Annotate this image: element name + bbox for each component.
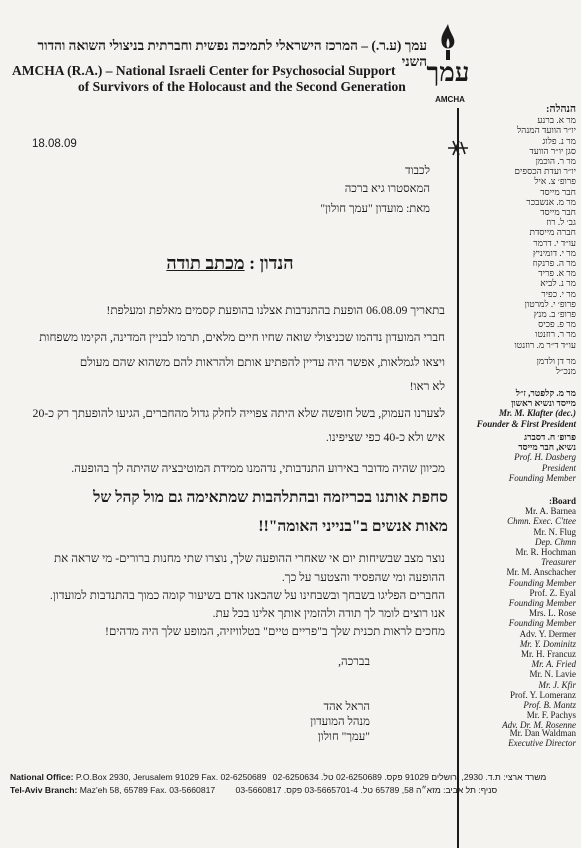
sidebar-list-item: Mr. A. Fried <box>531 659 576 670</box>
paragraph-7: אנו רוצים לומר לך תודה ולהזמין אותך אלינו בכל עת. <box>212 606 445 620</box>
sidebar-list-item: Mr. H. Francuz <box>521 649 576 660</box>
paragraph-3b: איש ולא כ-40 כפי שציפינו. <box>325 430 445 444</box>
director-he-name: מר דן ולדמן <box>536 356 576 366</box>
sidebar-list-item: מר י. דומיניץ <box>532 247 576 258</box>
president-he-role: נשיא, חבר מייסד <box>518 442 576 453</box>
sidebar-list-item: מר ר. רוזנטו <box>535 329 576 340</box>
president-en-name: Prof. H. Dasberg <box>514 452 576 463</box>
sidebar-list-item: Adv. Y. Dermer <box>519 628 576 639</box>
sidebar-list-item: יו״ר הוועד המנהל <box>516 125 576 136</box>
sidebar-list-item: Mr. J. Kfir <box>538 679 576 690</box>
amcha-logo <box>426 20 470 108</box>
sidebar-list-item: Chmn. Exec. C'ttee <box>507 516 576 527</box>
sidebar-list-item: פרופ׳ ב. מנץ <box>533 309 576 320</box>
sidebar-list-item: מר א. פריד <box>538 268 576 279</box>
header-english-line1: AMCHA (R.A.) – National Israeli Center for Psychosocial Support <box>12 63 396 78</box>
founder-en-role: Founder & First President <box>476 418 576 429</box>
signature-name: הראל אהד <box>323 701 370 713</box>
sidebar-board <box>462 496 576 731</box>
sidebar-list-item: Mr. N. Lavie <box>529 669 576 680</box>
logo-hebrew: עמך <box>426 58 470 87</box>
founder-en-name: Mr. M. Klafter (dec.) <box>499 408 576 419</box>
subject-line <box>120 253 340 274</box>
paragraph-2b: ויצאו לגמלאות, אפשר היה עדיין להפתיע אותם ולהראות להם משהוא שהם מעולם <box>79 355 445 369</box>
sidebar-list-item: Founding Member <box>508 598 576 609</box>
footer-national-he: משרד ארצי: ת.ד. 2930, ירושלים 91029 פקס. 02-6250689 טל. 02-6250634 <box>272 772 547 782</box>
sidebar-list-item: Prof. Y. Lomeranz <box>510 689 576 700</box>
sidebar-list-item: חבר מייסד <box>540 186 576 197</box>
subject-text: מכתב תודה <box>166 253 245 273</box>
vertical-rule <box>457 108 459 848</box>
letter-date: 18.08.09 <box>32 138 77 150</box>
signature-title: מנהל המועדון <box>310 716 370 728</box>
sidebar-management <box>462 105 576 350</box>
footer-national-text: P.O.Box 2930, Jerusalem 91029 Fax. 02-6250689 <box>75 772 267 782</box>
paragraph-5a: נוצר מצב שבשיחות יום אי שאחרי ההופעה שלך, נוצרו שתי מחנות ברורים- מי שראה את <box>53 551 445 565</box>
sidebar-list-item: Dep. Chmn <box>535 536 576 547</box>
paragraph-8: מחכים לראות תכנית שלך ב"פריים טיים" בטלוויזיה, המופע שלך היה מדהים! <box>105 624 445 638</box>
sidebar-list-item: פרופ׳ צ. איל <box>534 176 576 187</box>
sidebar-list-item: מר א. ברנע <box>537 115 576 126</box>
footer-telaviv-he: סניף: תל אביב: מזא״ה 58, 65789 טל. 03-5665701-4 פקס. 03-5660817 <box>235 785 498 795</box>
header-english-line2: of Survivors of the Holocaust and the Second Generation <box>78 79 406 94</box>
founder-he-role: מייסד ונשיא ראשון <box>511 398 576 409</box>
closing: בברכה, <box>338 656 370 668</box>
sidebar-list-item: Mr. Y. Dominitz <box>519 638 576 649</box>
sidebar-list-item: Founding Member <box>508 577 576 588</box>
sidebar-list-item: מר פ. פכיס <box>538 319 576 330</box>
paragraph-3a: לצערנו העמוק, בשל חופשה שלא היתה צפוייה לחלק גדול מהחברים, הגיעו להופעתך רק כ-20 <box>32 406 445 420</box>
sidebar-list-item: עו״ד י. דרמר <box>533 237 576 248</box>
sidebar-list-item: מר ה. פרנקוז <box>532 258 576 269</box>
sidebar-list-item: חבר מייסד <box>540 207 576 218</box>
president-en-role1: President <box>541 462 576 473</box>
sidebar-list-item: מר ר. הוכמן <box>535 156 576 167</box>
footer-telaviv <box>10 785 575 795</box>
subject-prefix: הנדון : <box>249 253 294 273</box>
highlight-line-1: סחפת אותנו בכריזמה ובהתלהבות שמתאימה גם מול קהל של <box>93 489 448 506</box>
footer-telaviv-label: Tel-Aviv Branch: <box>10 785 78 795</box>
sidebar-director-he <box>462 356 576 376</box>
sidebar-list-item: חברה מייסדת <box>529 227 576 238</box>
sidebar-list-item: עו״ד ד״ר מ. רוזנטו <box>514 339 576 350</box>
sidebar-list-item: Mr. N. Flug <box>533 526 576 537</box>
sidebar-exec-director <box>462 728 576 748</box>
paragraph-2a: חברי המועדון נדהמו שכניצולי שואה שחיו חיים מלאים, תרמו לבניין המדינה, הקימו משפחות <box>39 330 445 344</box>
logo-english: AMCHA <box>435 95 465 104</box>
footer-telaviv-text: Maz'eh 58, 65789 Fax. 03-5660817 <box>79 785 216 795</box>
sidebar-list-item: Mr. F. Pachys <box>526 710 576 721</box>
president-en-role2: Founding Member <box>508 472 576 483</box>
footer-national <box>10 772 575 782</box>
sidebar-list-item: Prof. B. Mantz <box>523 700 576 711</box>
sidebar-list-item: מר י. כפיר <box>541 288 576 299</box>
header-hebrew: עמך (ע.ר.) – המרכז הישראלי לתמיכה נפשית וחברתית בניצולי השואה והדור השני <box>37 38 427 69</box>
sidebar-list-item: מר נ. פלוג <box>542 135 576 146</box>
sidebar-heading: הנהלה: <box>546 104 576 115</box>
sidebar-list-item: סגן יו״ר הוועד <box>529 145 576 156</box>
president-he-name: פרופ׳ ח. דסברג <box>524 432 576 442</box>
sidebar-list-item: Adv. Dr. M. Rosenne <box>502 720 576 731</box>
paragraph-4: מכיוון שהיה מדובר באירוע התנדבותי, נדהמנו ממידת המוטיבציה שהיתה לך בהופעה. <box>71 461 445 475</box>
to-name: המאסטרו גיא ברכה <box>344 183 430 195</box>
founder-he-name: מר מ. קלפטר, ז״ל <box>515 388 576 398</box>
signature-org: "עמך" חולון <box>317 731 370 743</box>
sidebar-founder <box>462 388 576 429</box>
sidebar-list-item: Founding Member <box>508 618 576 629</box>
sidebar-list-item: פרופ׳ י. למרטון <box>524 298 576 309</box>
director-he-role: מנכ״ל <box>555 366 576 377</box>
to-label: לכבוד <box>404 165 430 177</box>
footer-national-label: National Office: <box>10 772 74 782</box>
paragraph-2c: לא ראו! <box>409 379 445 393</box>
sidebar-list-item: Mrs. L. Rose <box>529 608 576 619</box>
sidebar-president <box>462 432 576 483</box>
from-line: מאת: מועדון "עמך חולון" <box>320 203 430 215</box>
highlight-line-2: מאות אנשים ב"בנייני האומה"!! <box>258 518 448 535</box>
sidebar-list-item: מר נ. לביא <box>540 278 576 289</box>
management-list <box>462 115 576 350</box>
sidebar-list-item: Mr. M. Anschacher <box>506 567 576 578</box>
director-en-name: Mr. Dan Waldman <box>509 728 576 738</box>
board-list <box>462 506 576 730</box>
sidebar-list-item: Treasurer <box>541 557 576 568</box>
sidebar-list-item: Prof. Z. Eyal <box>529 587 576 598</box>
sidebar-list-item: Mr. R. Hochman <box>515 547 576 558</box>
sidebar-list-item: יו״ר ועדת הכספים <box>514 166 576 177</box>
paragraph-5b: ההופעה ומי שהפסיד והצטער על כך. <box>281 570 445 584</box>
sidebar-list-item: מר מ. אנשבכר <box>526 196 576 207</box>
sidebar-list-item: Mr. A. Barnea <box>525 506 576 517</box>
board-heading: Board: <box>548 496 576 506</box>
paragraph-1: בתאריך 06.08.09 הופעת בהתנדבות אצלנו בהופעת קסמים מאלפת ומעלפת! <box>106 303 445 317</box>
sidebar-list-item: גב׳ ל. רוז <box>546 217 576 228</box>
director-en-role: Executive Director <box>508 738 576 749</box>
paragraph-6: החברים הפליגו בשבחך ובשבחינו על שהבאנו אדם בשיעור קומה כמוך בהתנדבות למועדון. <box>49 588 445 602</box>
